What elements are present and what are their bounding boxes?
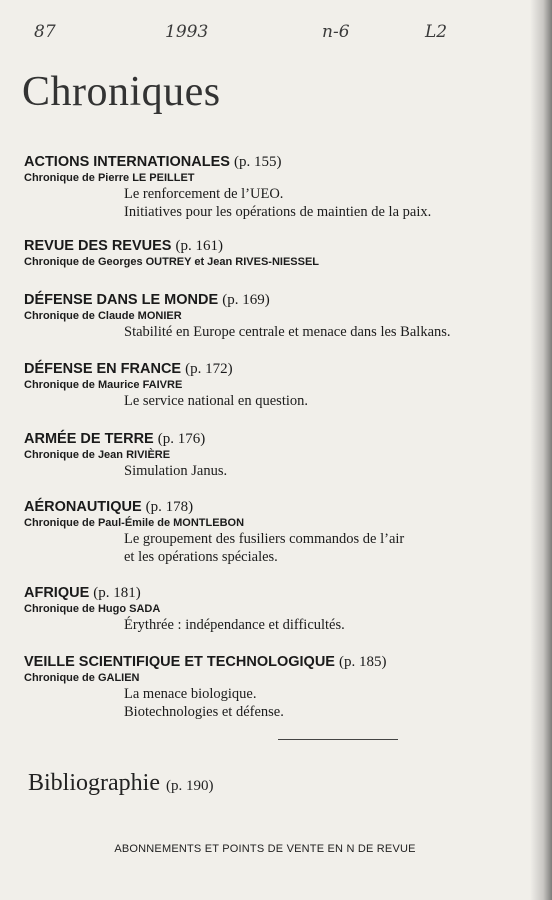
section-heading-text: ACTIONS INTERNATIONALES xyxy=(24,154,230,170)
section-heading xyxy=(24,292,451,309)
section-heading-text: REVUE DES REVUES xyxy=(24,238,172,254)
section-summary xyxy=(124,185,431,221)
section-heading-text: DÉFENSE EN FRANCE xyxy=(24,361,182,377)
section-heading xyxy=(24,361,308,378)
chronicle-section xyxy=(24,499,404,566)
section-page-ref: (p. 181) xyxy=(93,585,141,601)
section-author: Chronique de Maurice FAIVRE xyxy=(24,379,183,391)
section-heading xyxy=(24,431,227,448)
chronicle-section xyxy=(24,654,387,721)
summary-line: et les opérations spéciales. xyxy=(124,549,278,565)
bibliography-page-ref: (p. 190) xyxy=(165,778,214,794)
section-author: Chronique de Jean RIVIÈRE xyxy=(24,449,171,461)
section-page-ref: (p. 161) xyxy=(175,238,223,254)
section-summary xyxy=(124,530,404,566)
section-author: Chronique de Pierre LE PEILLET xyxy=(24,172,195,184)
summary-line: Simulation Janus. xyxy=(124,463,228,479)
section-summary xyxy=(124,462,227,480)
section-summary xyxy=(124,323,451,341)
bibliography-heading xyxy=(28,770,213,797)
summary-line: Le groupement des fusiliers commandos de l’air xyxy=(124,531,405,547)
page-title: Chroniques xyxy=(22,69,221,115)
section-page-ref: (p. 169) xyxy=(222,292,270,308)
section-heading-text: AFRIQUE xyxy=(24,585,90,601)
section-heading-text: AÉRONAUTIQUE xyxy=(24,499,142,515)
section-page-ref: (p. 178) xyxy=(145,499,194,515)
section-page-ref: (p. 176) xyxy=(157,431,206,447)
section-heading-text: VEILLE SCIENTIFIQUE ET TECHNOLOGIQUE xyxy=(24,654,335,670)
section-summary xyxy=(124,685,387,721)
section-heading xyxy=(24,654,387,671)
section-heading-text: DÉFENSE DANS LE MONDE xyxy=(24,292,219,308)
chronicle-section xyxy=(24,154,431,221)
section-heading xyxy=(24,585,345,602)
section-heading xyxy=(24,154,431,171)
divider xyxy=(278,739,398,740)
bibliography-label: Bibliographie xyxy=(28,770,160,796)
summary-line: Érythrée : indépendance et difficultés. xyxy=(124,617,345,633)
section-author: Chronique de Hugo SADA xyxy=(24,603,161,615)
section-heading xyxy=(24,238,319,255)
section-summary xyxy=(124,616,345,634)
section-heading xyxy=(24,499,404,516)
scan-edge-shadow xyxy=(530,0,552,900)
summary-line: La menace biologique. xyxy=(124,686,257,702)
section-author: Chronique de Georges OUTREY et Jean RIVES-NIESSEL xyxy=(24,256,320,268)
summary-line: Biotechnologies et défense. xyxy=(124,704,284,720)
section-page-ref: (p. 172) xyxy=(185,361,233,377)
section-page-ref: (p. 155) xyxy=(233,154,282,170)
chronicle-section xyxy=(24,361,308,410)
chronicle-section xyxy=(24,292,451,341)
handwritten-note-3: n-6 xyxy=(322,22,350,42)
handwritten-note-4: L2 xyxy=(425,22,448,42)
footer-note: ABONNEMENTS ET POINTS DE VENTE EN N DE REVUE xyxy=(114,843,416,855)
section-author: Chronique de Paul-Émile de MONTLEBON xyxy=(24,517,245,529)
section-summary xyxy=(124,392,308,410)
chronicle-section xyxy=(24,585,345,634)
summary-line: Initiatives pour les opérations de maintien de la paix. xyxy=(124,204,432,220)
section-page-ref: (p. 185) xyxy=(339,654,387,670)
section-heading-text: ARMÉE DE TERRE xyxy=(24,431,154,447)
summary-line: Le service national en question. xyxy=(124,393,309,409)
chronicle-section xyxy=(24,238,319,268)
section-author: Chronique de GALIEN xyxy=(24,672,140,684)
summary-line: Le renforcement de l’UEO. xyxy=(124,186,284,202)
summary-line: Stabilité en Europe centrale et menace dans les Balkans. xyxy=(124,324,451,340)
chronicle-section xyxy=(24,431,227,480)
handwritten-note-2: 1993 xyxy=(165,22,209,42)
handwritten-note-1: 87 xyxy=(34,22,56,42)
section-author: Chronique de Claude MONIER xyxy=(24,310,182,322)
